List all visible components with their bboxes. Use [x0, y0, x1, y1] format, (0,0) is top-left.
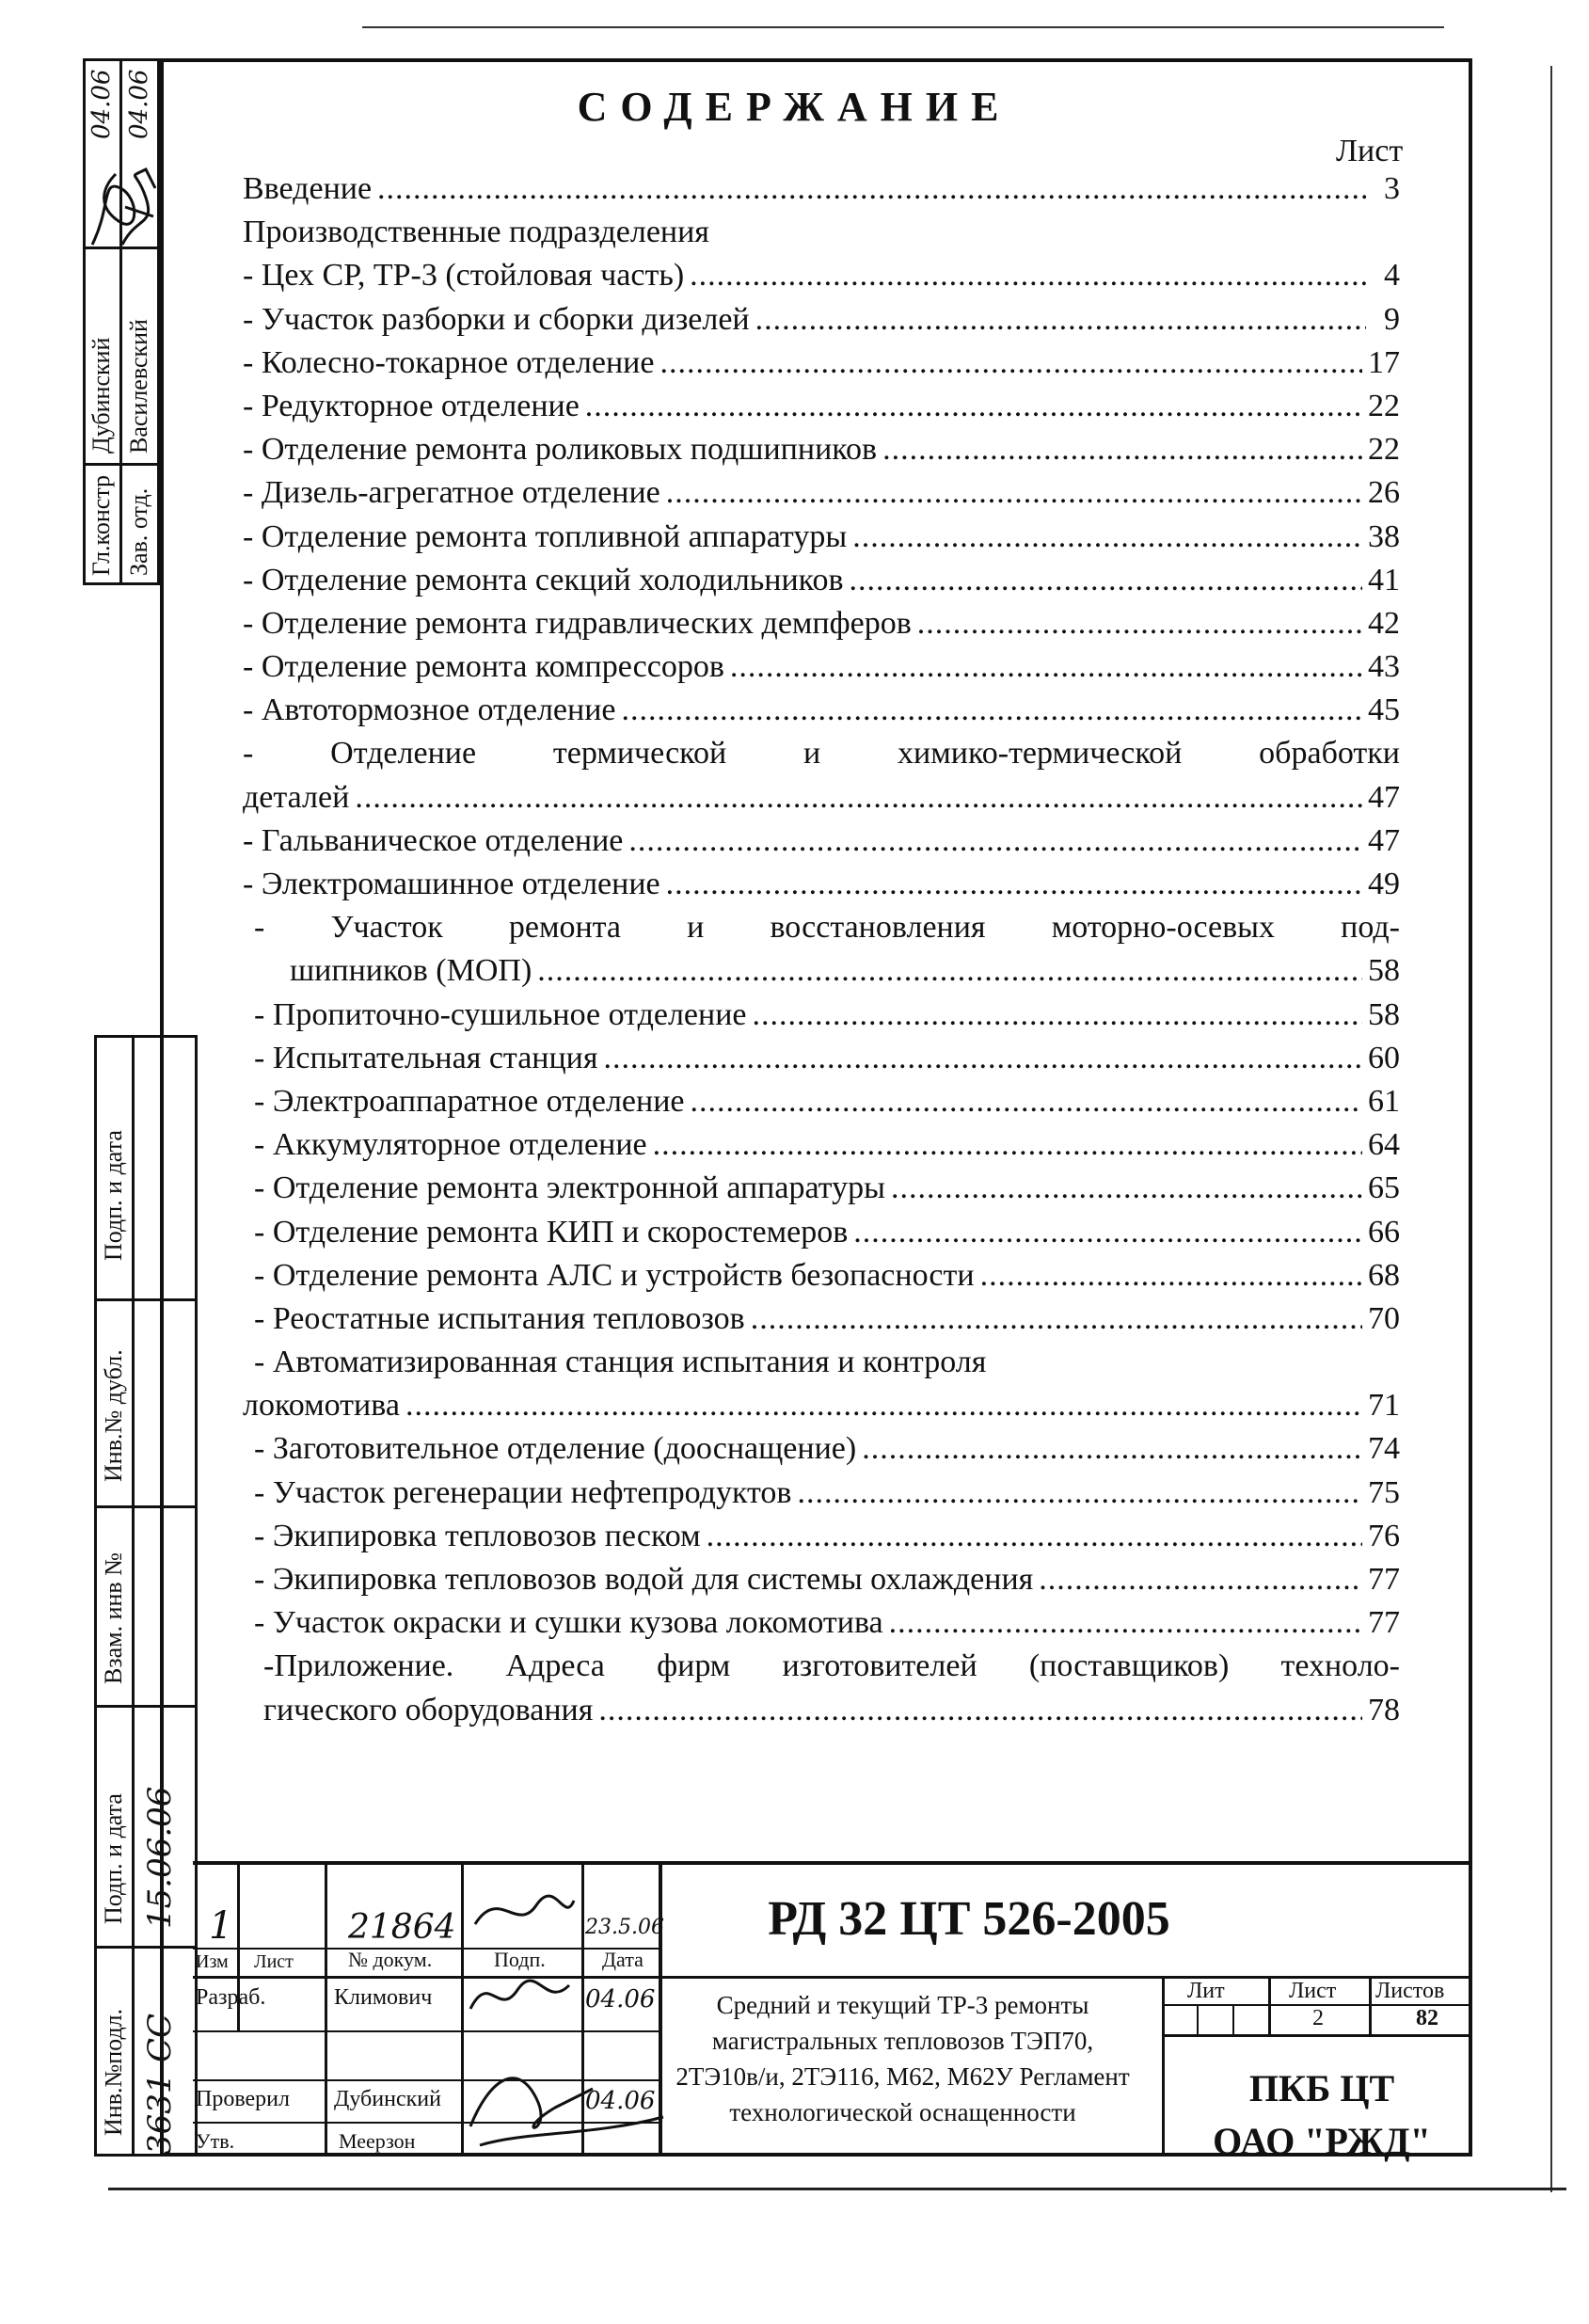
toc-entry-title: Производственные подразделения	[243, 215, 709, 250]
toc-leader-dots	[585, 385, 1362, 428]
toc-entry	[243, 1515, 1400, 1558]
toc-leader-dots	[980, 1254, 1362, 1297]
toc-entry-title: - Дизель-агрегатное отделение	[243, 475, 660, 511]
header-date: Дата	[602, 1948, 644, 1971]
toc-entry-page: 3	[1384, 171, 1400, 206]
toc-leader-dots	[691, 1080, 1362, 1123]
page-title: СОДЕРЖАНИЕ	[577, 84, 1012, 130]
toc-entry-title: шипников (МОП)	[290, 953, 532, 989]
toc-entry-title: - Заготовительное отделение (дооснащение)	[254, 1431, 857, 1467]
toc-entry-title: локомотива	[243, 1388, 400, 1424]
toc-entry-page: 47	[1368, 822, 1400, 858]
toc-leader-dots	[653, 1123, 1362, 1167]
toc-entry-title: гического оборудования	[263, 1692, 594, 1727]
toc-leader-dots	[1039, 1558, 1362, 1601]
toc-entry-title: - Реостатные испытания тепловозов	[254, 1300, 745, 1336]
toc-entry	[243, 298, 1400, 342]
original-inventory-value: 3631-СС	[141, 2013, 179, 2155]
toc-entry-page: 43	[1368, 649, 1400, 685]
change-number: 1	[209, 1904, 233, 1948]
checked-date: 04.06	[585, 2087, 656, 2115]
organization-line-1: ПКБ ЦТ	[1248, 2067, 1395, 2109]
toc-leader-dots	[730, 645, 1362, 689]
toc-leader-dots	[666, 471, 1362, 515]
toc-entry-page: 68	[1368, 1257, 1400, 1293]
stamp-date-2: 04.06	[125, 69, 153, 139]
header-list: Лист	[254, 1951, 294, 1972]
toc-entry-title: - Электроаппаратное отделение	[254, 1083, 685, 1119]
toc-entry-page: 9	[1384, 301, 1400, 337]
toc-entry	[243, 906, 1400, 949]
toc-entry-title: - Автотормозное отделение	[243, 692, 616, 728]
checked-name: Дубинский	[334, 2087, 441, 2111]
toc-entry-title: - Отделение ремонта роликовых подшипников	[243, 432, 878, 468]
toc-entry-page: 47	[1368, 779, 1400, 815]
organization	[1171, 2062, 1472, 2168]
toc-entry	[243, 1297, 1400, 1341]
toc-entry-page: 75	[1368, 1474, 1400, 1510]
header-izm: Изм	[196, 1951, 229, 1972]
duplicate-inventory-label: Инв.№ дубл.	[100, 1349, 127, 1482]
header-sign: Подп.	[494, 1948, 546, 1971]
toc-entry	[243, 1384, 1400, 1427]
document-description: Средний и текущий ТР-3 ремонты магистральных тепловозов ТЭП70, 2ТЭ10в/и, 2ТЭ116, М62, М62У Регламент технологической оснащенности	[675, 1991, 1130, 2126]
toc-entry	[243, 1211, 1400, 1254]
toc-entry-title: - Отделение ремонта секций холодильников	[243, 562, 844, 597]
toc-leader-dots	[666, 863, 1362, 906]
toc-entry	[243, 820, 1400, 863]
toc-leader-dots	[797, 1472, 1362, 1515]
toc-entry	[243, 1558, 1400, 1601]
toc-entry	[243, 1601, 1400, 1645]
toc-entry	[243, 602, 1400, 645]
toc-entry-title: - Отделение ремонта топливной аппаратуры	[243, 518, 848, 554]
toc-leader-dots	[537, 949, 1362, 993]
toc-entry-title: - Цех СР, ТР-3 (стойловая часть)	[243, 258, 685, 294]
toc-entry-page: 74	[1368, 1431, 1400, 1467]
toc-entry-title: - Отделение ремонта электронной аппаратуры	[254, 1170, 885, 1206]
toc-entry-title: - Участок окраски и сушки кузова локомотива	[254, 1605, 883, 1641]
toc-leader-dots	[889, 1601, 1362, 1645]
toc-leader-dots	[377, 167, 1366, 211]
toc-entry	[243, 559, 1400, 602]
toc-entry-title: - Автоматизированная станция испытания и контроля	[254, 1345, 987, 1380]
toc-entry-page: 45	[1368, 692, 1400, 728]
change-date: 23.5.06	[585, 1916, 664, 1939]
toc-entry-page: 17	[1368, 344, 1400, 380]
toc-entry-title: - Участок разборки и сборки дизелей	[243, 301, 750, 337]
toc-leader-dots	[882, 428, 1362, 471]
toc-entry-page: 76	[1368, 1518, 1400, 1553]
sheets-count: 82	[1416, 2006, 1438, 2030]
checked-label: Проверил	[196, 2087, 290, 2111]
toc-leader-dots	[853, 1211, 1362, 1254]
replacement-inventory-label: Взам. инв №	[100, 1552, 127, 1684]
toc-entry	[243, 949, 1400, 993]
toc-leader-dots	[753, 994, 1363, 1037]
toc-leader-dots	[604, 1037, 1362, 1080]
toc-entry-page: 22	[1368, 432, 1400, 468]
toc-entry	[243, 994, 1400, 1037]
toc-entry	[243, 1254, 1400, 1297]
original-inventory-label: Инв.№подл.	[100, 2008, 127, 2136]
toc-entry-page: 42	[1368, 605, 1400, 641]
toc-entry-page: 66	[1368, 1214, 1400, 1250]
table-of-contents	[243, 167, 1400, 1732]
sig-date-label-2: Подп. и дата	[100, 1793, 127, 1924]
developed-name: Климович	[334, 1985, 433, 2010]
approval-signature-marks	[452, 2042, 668, 2155]
toc-entry	[243, 211, 1400, 254]
toc-entry	[243, 428, 1400, 471]
toc-entry-page: 65	[1368, 1170, 1400, 1206]
header-doc-number: № докум.	[348, 1948, 433, 1971]
toc-entry-title: - Отделение ремонта КИП и скоростемеров	[254, 1214, 849, 1250]
toc-entry-page: 41	[1368, 562, 1400, 597]
toc-entry-title: - Электромашинное отделение	[243, 867, 660, 901]
sig-date-label-1: Подп. и дата	[100, 1130, 127, 1261]
toc-entry-title: - Редукторное отделение	[243, 388, 580, 423]
lit-label: Лит	[1187, 1979, 1225, 2003]
toc-entry	[243, 516, 1400, 559]
toc-leader-dots	[917, 602, 1362, 645]
signature-marks	[461, 1868, 583, 2056]
toc-entry-page: 58	[1368, 953, 1400, 989]
toc-entry-page: 58	[1368, 996, 1400, 1032]
toc-leader-dots	[690, 254, 1366, 297]
toc-entry	[243, 471, 1400, 515]
document-code: РД 32 ЦТ 526-2005	[768, 1892, 1170, 1946]
toc-entry-page: 71	[1368, 1388, 1400, 1424]
toc-leader-dots	[850, 559, 1362, 602]
sheet-label: Лист	[1289, 1979, 1337, 2003]
sig-date-value-2: 15.06.06	[141, 1786, 179, 1929]
toc-entry	[243, 645, 1400, 689]
toc-entry	[243, 342, 1400, 385]
page-bottom-rule	[108, 2188, 1566, 2190]
toc-entry	[243, 1472, 1400, 1515]
toc-entry-title: Введение	[243, 171, 373, 206]
developed-date: 04.06	[585, 1985, 656, 2014]
toc-entry	[243, 254, 1400, 297]
toc-entry-page: 60	[1368, 1040, 1400, 1075]
toc-entry-title: - Экипировка тепловозов водой для системы охлаждения	[254, 1562, 1034, 1597]
toc-entry	[243, 732, 1400, 775]
toc-leader-dots	[659, 342, 1362, 385]
toc-entry-title: - Колесно-токарное отделение	[243, 344, 655, 380]
toc-entry	[243, 689, 1400, 732]
toc-entry-title: - Участок ремонта и восстановления моторно-осевых под-	[254, 910, 1400, 946]
change-doc-number: 21864	[348, 1908, 456, 1947]
toc-leader-dots	[862, 1427, 1362, 1471]
approved-name: Меерзон	[339, 2129, 416, 2153]
toc-entry-title: - Участок регенерации нефтепродуктов	[254, 1474, 792, 1510]
sheets-label: Листов	[1375, 1979, 1445, 2003]
toc-leader-dots	[621, 689, 1362, 732]
toc-entry-title: - Отделение ремонта компрессоров	[243, 649, 724, 685]
toc-entry-title: деталей	[243, 779, 350, 815]
stamp-name-2: Василевский	[125, 319, 152, 454]
toc-entry-page: 22	[1368, 388, 1400, 423]
toc-leader-dots	[755, 298, 1366, 342]
toc-leader-dots	[707, 1515, 1362, 1558]
toc-leader-dots	[405, 1384, 1362, 1427]
toc-entry-page: 4	[1384, 258, 1400, 294]
toc-entry-title: -Приложение. Адреса фирм изготовителей (поставщиков) техноло-	[263, 1648, 1400, 1684]
toc-entry	[243, 385, 1400, 428]
toc-entry-title: - Отделение ремонта гидравлических демпферов	[243, 605, 912, 641]
toc-entry-title: - Экипировка тепловозов песком	[254, 1518, 701, 1553]
toc-entry-page: 49	[1368, 867, 1400, 901]
page-top-rule	[362, 26, 1444, 28]
stamp-role-1: Гл.констр	[87, 475, 115, 576]
toc-leader-dots	[751, 1297, 1362, 1341]
toc-entry	[243, 1123, 1400, 1167]
sheet-column-label: Лист	[1336, 134, 1404, 168]
toc-entry	[243, 1645, 1400, 1688]
toc-entry-title: - Аккумуляторное отделение	[254, 1127, 647, 1163]
toc-entry	[243, 776, 1400, 820]
toc-entry-page: 61	[1368, 1083, 1400, 1119]
toc-leader-dots	[852, 516, 1362, 559]
toc-leader-dots	[355, 776, 1362, 820]
toc-entry-page: 77	[1368, 1562, 1400, 1597]
stamp-name-1: Дубинский	[87, 337, 115, 454]
approved-label: Утв.	[196, 2129, 235, 2153]
toc-entry-page: 38	[1368, 518, 1400, 554]
toc-leader-dots	[598, 1689, 1362, 1732]
toc-entry-page: 77	[1368, 1605, 1400, 1641]
toc-leader-dots	[628, 820, 1362, 863]
organization-line-2: ОАО "РЖД"	[1213, 2120, 1431, 2162]
toc-entry	[243, 1080, 1400, 1123]
toc-entry	[243, 1037, 1400, 1080]
page-right-rule	[1550, 66, 1552, 2192]
sheet-number: 2	[1312, 2006, 1324, 2030]
toc-entry	[243, 1427, 1400, 1471]
toc-leader-dots	[891, 1167, 1362, 1210]
toc-entry	[243, 1341, 1400, 1384]
stamp-date-1: 04.06	[87, 69, 116, 139]
toc-entry-page: 26	[1368, 475, 1400, 511]
toc-entry-page: 64	[1368, 1127, 1400, 1163]
toc-entry-title: - Отделение термической и химико-термической обработки	[243, 736, 1400, 772]
toc-entry	[243, 1689, 1400, 1732]
stamp-role-2: Зав. отд.	[125, 487, 152, 576]
signature-stamp-2	[118, 160, 160, 254]
toc-entry-page: 70	[1368, 1300, 1400, 1336]
toc-entry-title: - Испытательная станция	[254, 1040, 598, 1075]
toc-entry-title: - Пропиточно-сушильное отделение	[254, 996, 747, 1032]
toc-entry-title: - Гальваническое отделение	[243, 822, 624, 858]
toc-entry	[243, 863, 1400, 906]
toc-entry-page: 78	[1368, 1692, 1400, 1727]
developed-label: Разраб.	[196, 1985, 266, 2010]
toc-entry-title: - Отделение ремонта АЛС и устройств безопасности	[254, 1257, 975, 1293]
toc-entry	[243, 1167, 1400, 1210]
toc-entry	[243, 167, 1400, 211]
